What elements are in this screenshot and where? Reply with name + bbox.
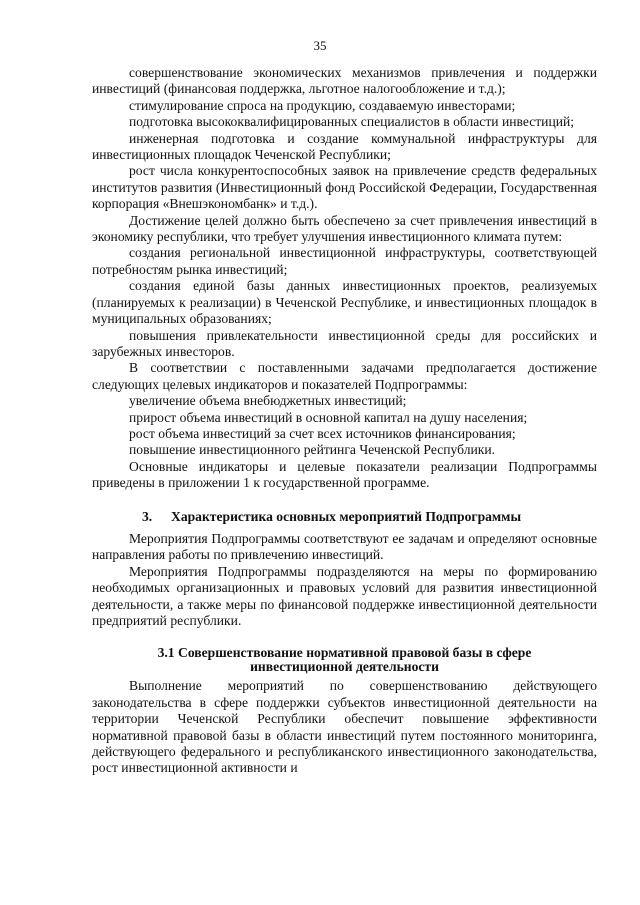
section-title: Характеристика основных мероприятий Подпрограммы xyxy=(171,508,522,524)
paragraph: прирост объема инвестиций в основной капитал на душу населения; xyxy=(129,409,528,425)
paragraph: подготовка высококвалифицированных специалистов в области инвестиций; xyxy=(129,114,575,130)
paragraph: совершенствование экономических механизмов привлечения и поддержки инвестиций (финансовая поддержка, льготное налогообложение и т.д.); xyxy=(92,65,597,97)
paragraph: повышение инвестиционного рейтинга Чеченской Республики. xyxy=(129,442,496,458)
subsection-3-1-body xyxy=(92,678,597,776)
section-3-body xyxy=(92,531,597,629)
paragraph: Мероприятия Подпрограммы подразделяются на меры по формированию необходимых организационных и правовых условий для развития инвестиционной деятельности, а также меры по финансовой поддержке инвестиционной деятельности предприятий республики. xyxy=(92,563,597,628)
section-3-heading xyxy=(92,509,597,525)
section-number: 3. xyxy=(142,508,153,524)
paragraph: рост числа конкурентоспособных заявок на привлечение средств федеральных институтов развития (Инвестиционный фонд Российской Федерации, Государственная корпорация «Внешэкономбанк» и т.д.). xyxy=(92,163,597,212)
paragraph: рост объема инвестиций за счет всех источников финансирования; xyxy=(129,425,516,441)
paragraph: создания единой базы данных инвестиционных проектов, реализуемых (планируемых к реализации) в Чеченской Республике, и инвестиционных площадок в муниципальных образованиях; xyxy=(92,278,597,327)
paragraph: создания региональной инвестиционной инфраструктуры, соответствующей потребностям рынка инвестиций; xyxy=(92,245,597,277)
subsection-title-line: инвестиционной деятельности xyxy=(250,659,439,675)
paragraph: повышения привлекательности инвестиционной среды для российских и зарубежных инвесторов. xyxy=(92,327,597,359)
paragraph: Выполнение мероприятий по совершенствованию действующего законодательства в сфере поддержки субъектов инвестиционной деятельности на территории Чеченской Республики обеспечит повышение эффективности нормативной правовой базы в области инвестиций путем постоянного мониторинга, действующего федерального и республиканского инвестиционного законодательства, рост инвестиционной активности и xyxy=(92,678,597,776)
subsection-title-line: 3.1 Совершенствование нормативной правовой базы в сфере xyxy=(157,645,532,661)
paragraph: Мероприятия Подпрограммы соответствуют ее задачам и определяют основные направления работы по привлечению инвестиций. xyxy=(92,530,597,563)
subsection-3-1-heading xyxy=(92,646,597,674)
page-body xyxy=(92,65,597,777)
paragraph: Основные индикаторы и целевые показатели реализации Подпрограммы приведены в приложении 1 к государственной программе. xyxy=(92,458,597,491)
paragraph: Достижение целей должно быть обеспечено за счет привлечения инвестиций в экономику республики, что требует улучшения инвестиционного климата путем: xyxy=(92,212,597,245)
paragraph: стимулирование спроса на продукцию, создаваемую инвесторами; xyxy=(129,97,516,113)
paragraph: инженерная подготовка и создание коммунальной инфраструктуры для инвестиционных площадок Чеченской Республики; xyxy=(92,130,597,163)
intro-section xyxy=(92,65,597,492)
page-number: 35 xyxy=(313,38,327,53)
paragraph: увеличение объема внебюджетных инвестиций; xyxy=(129,393,407,409)
paragraph: В соответствии с поставленными задачами предполагается достижение следующих целевых индикаторов и показателей Подпрограммы: xyxy=(92,360,597,392)
